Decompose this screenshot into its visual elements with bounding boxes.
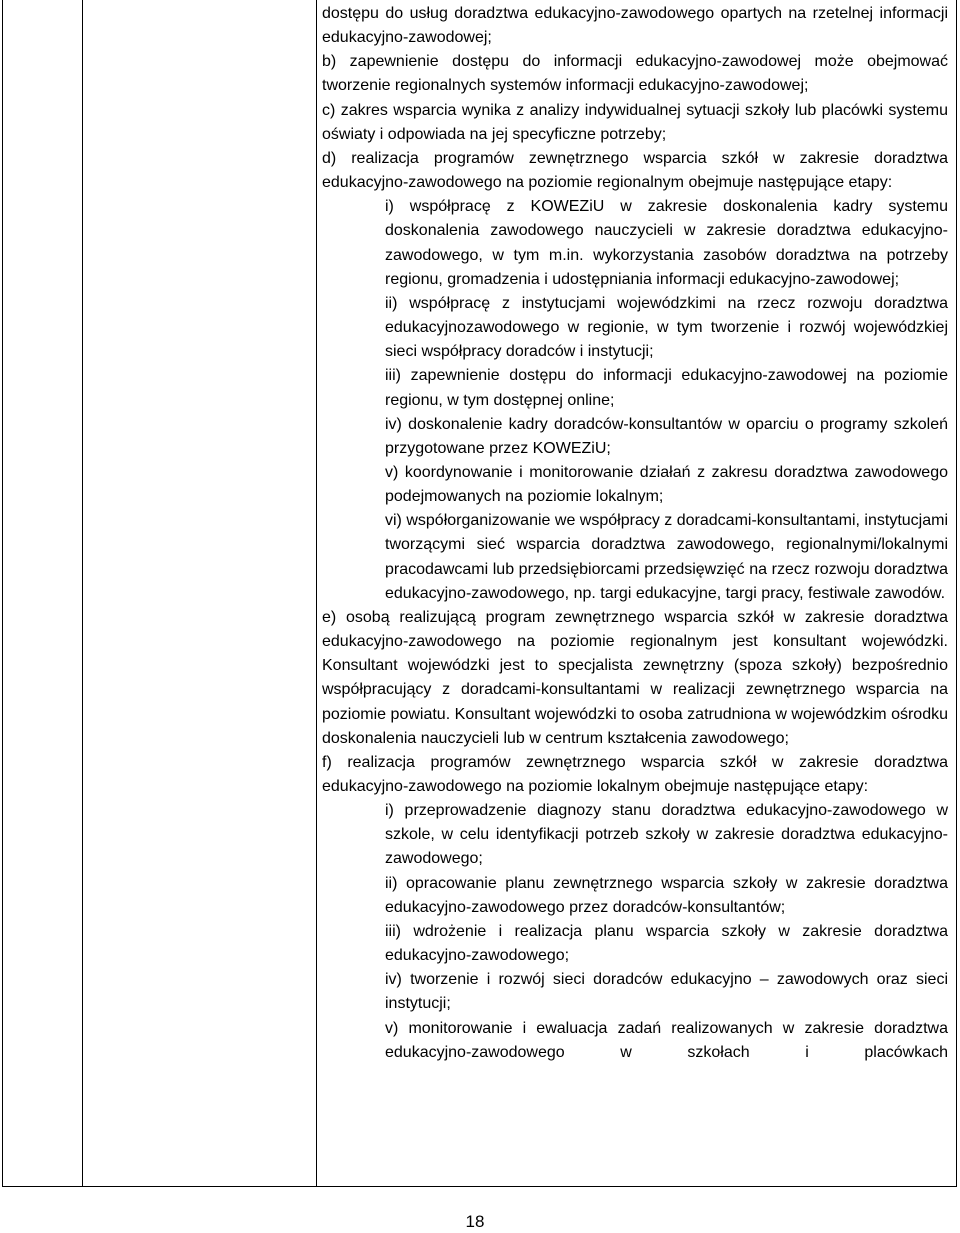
paragraph: c) zakres wsparcia wynika z analizy indywidualnej sytuacji szkoły lub placówki systemu oświaty i odpowiada na jej specyficzne potrzeby; [322,101,948,143]
sub-item: i) przeprowadzenie diagnozy stanu doradztwa edukacyjno-zawodowego w szkole, w celu identyfikacji potrzeb szkoły w zakresie doradztwa edukacyjno-zawodowego; [385,802,948,868]
paragraph: b) zapewnienie dostępu do informacji edukacyjno-zawodowej może obejmować tworzenie regionalnych systemów informacji edukacyjno-zawodowej; [322,53,948,95]
sub-item: ii) współpracę z instytucjami wojewódzkimi na rzecz rozwoju doradztwa edukacyjnozawodowego w regionie, w tym tworzenie i rozwój wojewódzkiej sieci współpracy doradców i instytucji; [385,294,948,361]
sub-item: ii) opracowanie planu zewnętrznego wsparcia szkoły w zakresie doradztwa edukacyjno-zawodowego przez doradców-konsultantów; [385,874,948,916]
sub-item: v) koordynowanie i monitorowanie działań z zakresu doradztwa zawodowego podejmowanych na poziomie lokalnym; [385,463,948,506]
sub-item: iv) doskonalenie kadry doradców-konsultantów w oparciu o programy szkoleń przygotowane przez KOWEZiU; [385,415,948,457]
sub-item: v) monitorowanie i ewaluacja zadań realizowanych w zakresie doradztwa edukacyjno-zawodowego w szkołach i placówkach [385,1019,948,1061]
column-divider [82,0,83,1187]
sub-item: iii) wdrożenie i realizacja planu wsparcia szkoły w zakresie doradztwa edukacyjno-zawodowego; [385,922,948,965]
document-body [322,2,948,1065]
sub-item: iv) tworzenie i rozwój sieci doradców edukacyjno – zawodowych oraz sieci instytucji; [385,971,948,1013]
paragraph: dostępu do usług doradztwa edukacyjno-zawodowego opartych na rzetelnej informacji edukacyjno-zawodowej; [322,5,948,47]
sub-item: iii) zapewnienie dostępu do informacji edukacyjno-zawodowej na poziomie regionu, w tym dostępnej online; [385,367,948,409]
paragraph: d) realizacja programów zewnętrznego wsparcia szkół w zakresie doradztwa edukacyjno-zawodowego na poziomie regionalnym obejmuje następujące etapy: [322,149,948,192]
column-divider [316,0,317,1187]
paragraph: f) realizacja programów zewnętrznego wsparcia szkół w zakresie doradztwa edukacyjno-zawodowego na poziomie lokalnym obejmuje następujące etapy: [322,753,948,795]
sub-item: i) współpracę z KOWEZiU w zakresie doskonalenia kadry systemu doskonalenia zawodowego nauczycieli w zakresie doradztwa edukacyjno-zawodowego, w tym m.in. wykorzystania zasobów doradztwa na potrzeby regionu, gromadzenia i udostępniania informacji edukacyjno-zawodowej; [385,198,948,288]
paragraph: e) osobą realizującą program zewnętrznego wsparcia szkół w zakresie doradztwa edukacyjno-zawodowego na poziomie regionalnym jest konsultant wojewódzki. Konsultant wojewódzki jest to specjalista zewnętrzny (spoza szkoły) bezpośrednio współpracujący z doradcami-konsultantami w realizacji zewnętrznego wsparcia na poziomie powiatu. Konsultant wojewódzki to osoba zatrudniona w wojewódzkim ośrodku doskonalenia nauczycieli lub w centrum kształcenia zawodowego; [322,608,948,747]
page-number: 18 [465,1212,485,1231]
sub-item: vi) współorganizowanie we współpracy z doradcami-konsultantami, instytucjami tworzącymi sieć wsparcia doradztwa zawodowego, regionalnymi/lokalnymi pracodawcami lub przedsiębiorcami przedsięwzięć na rzecz rozwoju doradztwa edukacyjno-zawodowego, np. targi edukacyjne, targi pracy, festiwale zawodów. [385,512,948,602]
